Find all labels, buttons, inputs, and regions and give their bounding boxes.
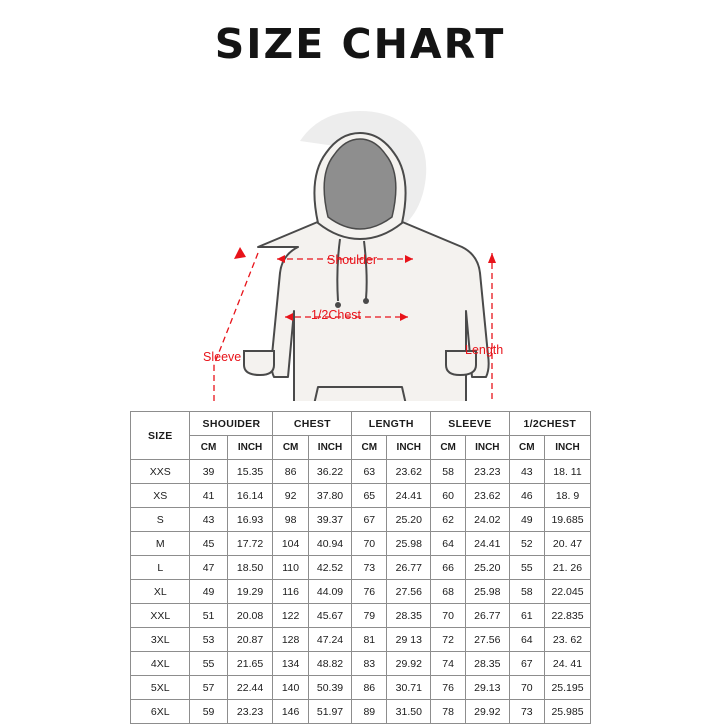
cell-measurement: 22.835 xyxy=(545,604,591,628)
cell-measurement: 23. 62 xyxy=(545,628,591,652)
table-row xyxy=(131,580,591,604)
cell-measurement: 61 xyxy=(509,604,544,628)
cell-measurement: 83 xyxy=(352,652,387,676)
cell-measurement: 23.62 xyxy=(465,484,509,508)
unit-header-inch-length: INCH xyxy=(387,436,431,460)
cell-measurement: 26.77 xyxy=(465,604,509,628)
column-group-chest: CHEST xyxy=(273,412,352,436)
cell-measurement: 92 xyxy=(273,484,308,508)
cell-measurement: 28.35 xyxy=(465,652,509,676)
cell-measurement: 25.98 xyxy=(387,532,431,556)
cell-measurement: 47.24 xyxy=(308,628,352,652)
cell-size: XXS xyxy=(131,460,190,484)
cell-measurement: 51.97 xyxy=(308,700,352,724)
cell-measurement: 40.94 xyxy=(308,532,352,556)
cell-measurement: 57 xyxy=(190,676,227,700)
cell-measurement: 134 xyxy=(273,652,308,676)
unit-header-inch-chest: INCH xyxy=(308,436,352,460)
cell-measurement: 25.20 xyxy=(387,508,431,532)
cell-measurement: 22.44 xyxy=(227,676,273,700)
table-row xyxy=(131,604,591,628)
cell-measurement: 50.39 xyxy=(308,676,352,700)
unit-header-cm-length: CM xyxy=(352,436,387,460)
cell-measurement: 146 xyxy=(273,700,308,724)
table-row xyxy=(131,460,591,484)
cell-measurement: 45 xyxy=(190,532,227,556)
cell-size: 3XL xyxy=(131,628,190,652)
cell-measurement: 53 xyxy=(190,628,227,652)
cell-measurement: 55 xyxy=(509,556,544,580)
table-row xyxy=(131,532,591,556)
cell-measurement: 23.62 xyxy=(387,460,431,484)
cell-size: 5XL xyxy=(131,676,190,700)
cell-measurement: 67 xyxy=(509,652,544,676)
cell-measurement: 48.82 xyxy=(308,652,352,676)
cell-measurement: 16.14 xyxy=(227,484,273,508)
size-table xyxy=(130,411,591,724)
column-group-shoulder: SHOUIDER xyxy=(190,412,273,436)
cell-measurement: 70 xyxy=(509,676,544,700)
unit-header-cm-sleeve: CM xyxy=(431,436,466,460)
cell-measurement: 60 xyxy=(431,484,466,508)
label-length: Length xyxy=(465,343,504,357)
cell-measurement: 110 xyxy=(273,556,308,580)
cell-measurement: 36.22 xyxy=(308,460,352,484)
cell-measurement: 62 xyxy=(431,508,466,532)
cell-measurement: 26.77 xyxy=(387,556,431,580)
cell-measurement: 24.41 xyxy=(465,532,509,556)
cell-measurement: 58 xyxy=(509,580,544,604)
unit-header-cm-half-chest: CM xyxy=(509,436,544,460)
unit-header-inch-half-chest: INCH xyxy=(545,436,591,460)
cell-measurement: 76 xyxy=(431,676,466,700)
cell-size: XL xyxy=(131,580,190,604)
cell-measurement: 29.92 xyxy=(465,700,509,724)
cell-measurement: 41 xyxy=(190,484,227,508)
cell-measurement: 52 xyxy=(509,532,544,556)
cell-measurement: 23.23 xyxy=(465,460,509,484)
cell-measurement: 19.685 xyxy=(545,508,591,532)
size-table-wrapper xyxy=(130,411,591,724)
table-body xyxy=(131,460,591,724)
cell-measurement: 49 xyxy=(509,508,544,532)
cell-measurement: 39 xyxy=(190,460,227,484)
cell-measurement: 20.87 xyxy=(227,628,273,652)
cell-measurement: 73 xyxy=(352,556,387,580)
cell-measurement: 78 xyxy=(431,700,466,724)
cell-measurement: 74 xyxy=(431,652,466,676)
cell-measurement: 65 xyxy=(352,484,387,508)
cell-measurement: 24.02 xyxy=(465,508,509,532)
cell-measurement: 28.35 xyxy=(387,604,431,628)
table-unit-header-row xyxy=(131,436,591,460)
cell-measurement: 116 xyxy=(273,580,308,604)
table-row xyxy=(131,676,591,700)
table-head xyxy=(131,412,591,460)
table-row xyxy=(131,484,591,508)
cell-measurement: 18. 9 xyxy=(545,484,591,508)
unit-header-inch-shoulder: INCH xyxy=(227,436,273,460)
cell-measurement: 59 xyxy=(190,700,227,724)
cell-measurement: 15.35 xyxy=(227,460,273,484)
cell-measurement: 64 xyxy=(431,532,466,556)
cell-measurement: 29.13 xyxy=(465,676,509,700)
cell-measurement: 128 xyxy=(273,628,308,652)
cell-measurement: 27.56 xyxy=(387,580,431,604)
cell-measurement: 21.65 xyxy=(227,652,273,676)
hoodie-body xyxy=(244,133,489,401)
cell-measurement: 70 xyxy=(431,604,466,628)
cell-measurement: 25.195 xyxy=(545,676,591,700)
cell-measurement: 21. 26 xyxy=(545,556,591,580)
cell-measurement: 24. 41 xyxy=(545,652,591,676)
unit-header-cm-chest: CM xyxy=(273,436,308,460)
cell-measurement: 104 xyxy=(273,532,308,556)
cell-measurement: 79 xyxy=(352,604,387,628)
page-title: SIZE CHART xyxy=(214,20,506,68)
cell-measurement: 89 xyxy=(352,700,387,724)
cell-size: XS xyxy=(131,484,190,508)
cell-measurement: 51 xyxy=(190,604,227,628)
cell-measurement: 43 xyxy=(509,460,544,484)
cell-measurement: 86 xyxy=(273,460,308,484)
cell-measurement: 18. 11 xyxy=(545,460,591,484)
column-header-size: SIZE xyxy=(131,412,190,460)
cell-measurement: 25.20 xyxy=(465,556,509,580)
cell-measurement: 67 xyxy=(352,508,387,532)
cell-measurement: 16.93 xyxy=(227,508,273,532)
unit-header-cm-shoulder: CM xyxy=(190,436,227,460)
cell-measurement: 76 xyxy=(352,580,387,604)
cell-measurement: 30.71 xyxy=(387,676,431,700)
cell-measurement: 20.08 xyxy=(227,604,273,628)
cell-size: 6XL xyxy=(131,700,190,724)
cell-measurement: 17.72 xyxy=(227,532,273,556)
cell-measurement: 23.23 xyxy=(227,700,273,724)
cell-measurement: 47 xyxy=(190,556,227,580)
column-group-sleeve: SLEEVE xyxy=(431,412,509,436)
label-shoulder: Shoulder xyxy=(327,253,378,267)
cell-measurement: 70 xyxy=(352,532,387,556)
cell-size: 4XL xyxy=(131,652,190,676)
cell-measurement: 64 xyxy=(509,628,544,652)
cell-size: XXL xyxy=(131,604,190,628)
cell-measurement: 19.29 xyxy=(227,580,273,604)
cell-measurement: 25.985 xyxy=(545,700,591,724)
label-half-chest: 1/2Chest xyxy=(311,308,362,322)
cell-measurement: 24.41 xyxy=(387,484,431,508)
column-group-half-chest: 1/2CHEST xyxy=(509,412,590,436)
table-row xyxy=(131,556,591,580)
cell-measurement: 73 xyxy=(509,700,544,724)
cell-size: L xyxy=(131,556,190,580)
cell-measurement: 63 xyxy=(352,460,387,484)
cell-measurement: 140 xyxy=(273,676,308,700)
table-group-header-row xyxy=(131,412,591,436)
cell-measurement: 18.50 xyxy=(227,556,273,580)
cell-measurement: 22.045 xyxy=(545,580,591,604)
label-sleeve: Sleeve xyxy=(203,350,242,364)
cell-measurement: 86 xyxy=(352,676,387,700)
cell-measurement: 81 xyxy=(352,628,387,652)
cell-measurement: 39.37 xyxy=(308,508,352,532)
cell-measurement: 31.50 xyxy=(387,700,431,724)
cell-measurement: 29 13 xyxy=(387,628,431,652)
cell-measurement: 42.52 xyxy=(308,556,352,580)
hoodie-illustration xyxy=(0,71,720,401)
cell-measurement: 29.92 xyxy=(387,652,431,676)
cell-measurement: 25.98 xyxy=(465,580,509,604)
table-row xyxy=(131,628,591,652)
cell-measurement: 43 xyxy=(190,508,227,532)
cell-measurement: 68 xyxy=(431,580,466,604)
cell-measurement: 55 xyxy=(190,652,227,676)
cell-measurement: 27.56 xyxy=(465,628,509,652)
cell-measurement: 20. 47 xyxy=(545,532,591,556)
cell-measurement: 37.80 xyxy=(308,484,352,508)
cell-measurement: 66 xyxy=(431,556,466,580)
cell-measurement: 49 xyxy=(190,580,227,604)
cell-measurement: 44.09 xyxy=(308,580,352,604)
cell-measurement: 122 xyxy=(273,604,308,628)
column-group-length: LENGTH xyxy=(352,412,431,436)
cell-size: M xyxy=(131,532,190,556)
table-row xyxy=(131,652,591,676)
cell-measurement: 98 xyxy=(273,508,308,532)
table-row xyxy=(131,508,591,532)
cell-measurement: 46 xyxy=(509,484,544,508)
unit-header-inch-sleeve: INCH xyxy=(465,436,509,460)
cell-measurement: 72 xyxy=(431,628,466,652)
cell-size: S xyxy=(131,508,190,532)
cell-measurement: 45.67 xyxy=(308,604,352,628)
hoodie-drawing xyxy=(0,71,720,401)
cell-measurement: 58 xyxy=(431,460,466,484)
